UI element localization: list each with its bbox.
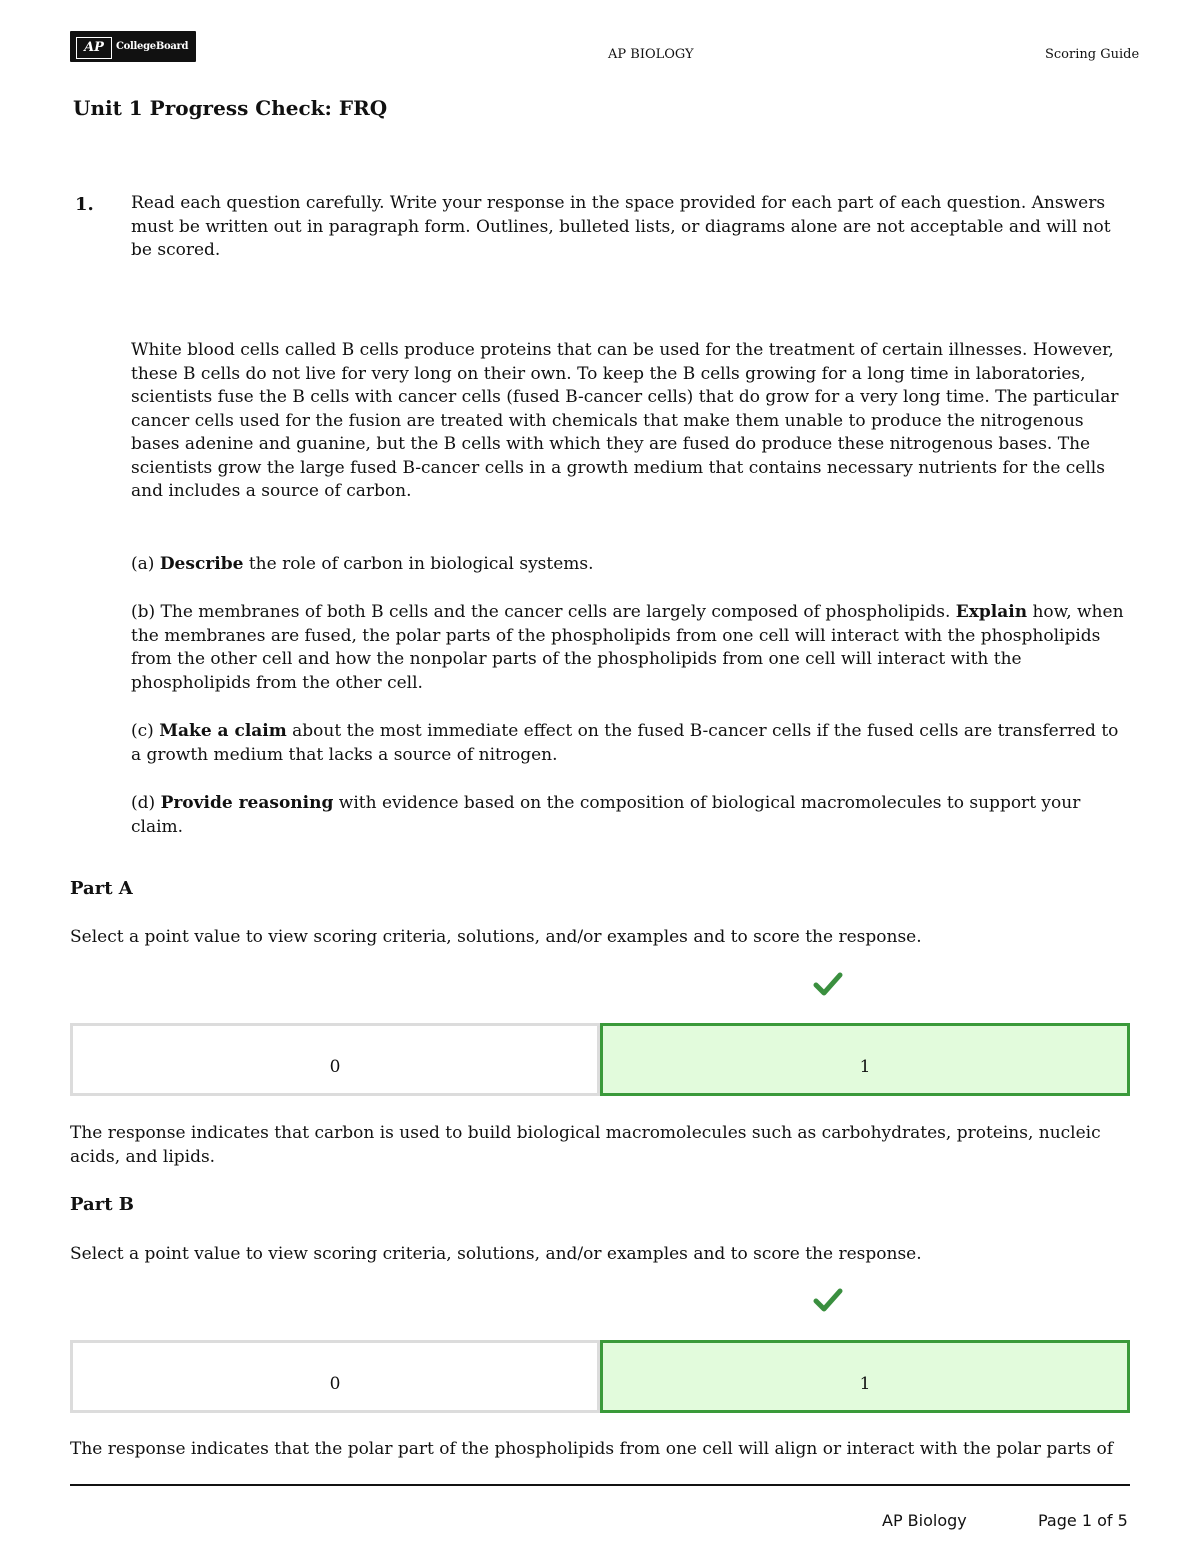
question-part-a: (a) Describe the role of carbon in biological systems. xyxy=(131,554,594,574)
collegeboard-wordmark: CollegeBoard xyxy=(116,41,189,52)
question-stem: White blood cells called B cells produce proteins that can be used for the treatment of certain illnesses. However, these B cells do not live for very long on their own. To keep the B cells growing for a long time in laboratories, scientists fuse the B cells with cancer cells (fused B-cancer cells) that do grow for a very long time. The particular cancer cells used for the fusion are treated with chemicals that make them unable to produce the nitrogenous bases adenine and guanine, but the B cells with which they are fused do produce these nitrogenous bases. The scientists grow the large fused B-cancer cells in a growth medium that contains necessary nutrients for the cells and includes a source of carbon. xyxy=(131,340,1119,501)
part-b-check-icon xyxy=(812,1286,844,1314)
ap-collegeboard-logo xyxy=(70,31,196,62)
question-part-d: (d) Provide reasoning with evidence based on the composition of biological macromolecules to support your claim. xyxy=(131,793,1081,837)
header-subject: AP BIOLOGY xyxy=(608,47,694,62)
part-a-heading: Part A xyxy=(70,878,133,899)
part-a-score-selector xyxy=(70,1023,1130,1096)
part-b-score-option-1[interactable]: 1 xyxy=(600,1340,1130,1413)
part-b-prompt: Select a point value to view scoring criteria, solutions, and/or examples and to score the response. xyxy=(70,1244,922,1264)
ap-logo-mark: AP xyxy=(76,37,112,59)
question-part-c: (c) Make a claim about the most immediate effect on the fused B-cancer cells if the fused cells are transferred to a growth medium that lacks a source of nitrogen. xyxy=(131,721,1119,765)
question-part-b: (b) The membranes of both B cells and the cancer cells are largely composed of phospholipids. Explain how, when the membranes are fused, the polar parts of the phospholipids from one cell will interact with the phospholipids from the other cell and how the nonpolar parts of the phospholipids from one cell will interact with the phospholipids from the other cell. xyxy=(131,602,1124,693)
footer-subject: AP Biology xyxy=(882,1511,967,1530)
part-b-score-option-0[interactable]: 0 xyxy=(70,1340,600,1413)
header-doc-type: Scoring Guide xyxy=(1045,47,1140,62)
question-instructions: Read each question carefully. Write your response in the space provided for each part of each question. Answers must be written out in paragraph form. Outlines, bulleted lists, or diagrams alone are not acceptable and will not be scored. xyxy=(131,193,1111,260)
part-a-prompt: Select a point value to view scoring criteria, solutions, and/or examples and to score the response. xyxy=(70,927,922,947)
part-b-score-selector xyxy=(70,1340,1130,1413)
question-number: 1. xyxy=(75,194,94,215)
part-b-response: The response indicates that the polar part of the phospholipids from one cell will align or interact with the polar parts of xyxy=(70,1439,1114,1459)
part-a-check-icon xyxy=(812,970,844,998)
footer-divider xyxy=(70,1484,1130,1486)
footer-page-number: Page 1 of 5 xyxy=(1038,1511,1128,1530)
part-b-heading: Part B xyxy=(70,1194,134,1215)
page-title: Unit 1 Progress Check: FRQ xyxy=(73,96,388,120)
part-a-score-option-1[interactable]: 1 xyxy=(600,1023,1130,1096)
part-a-response: The response indicates that carbon is used to build biological macromolecules such as carbohydrates, proteins, nucleic acids, and lipids. xyxy=(70,1123,1101,1167)
part-a-score-option-0[interactable]: 0 xyxy=(70,1023,600,1096)
